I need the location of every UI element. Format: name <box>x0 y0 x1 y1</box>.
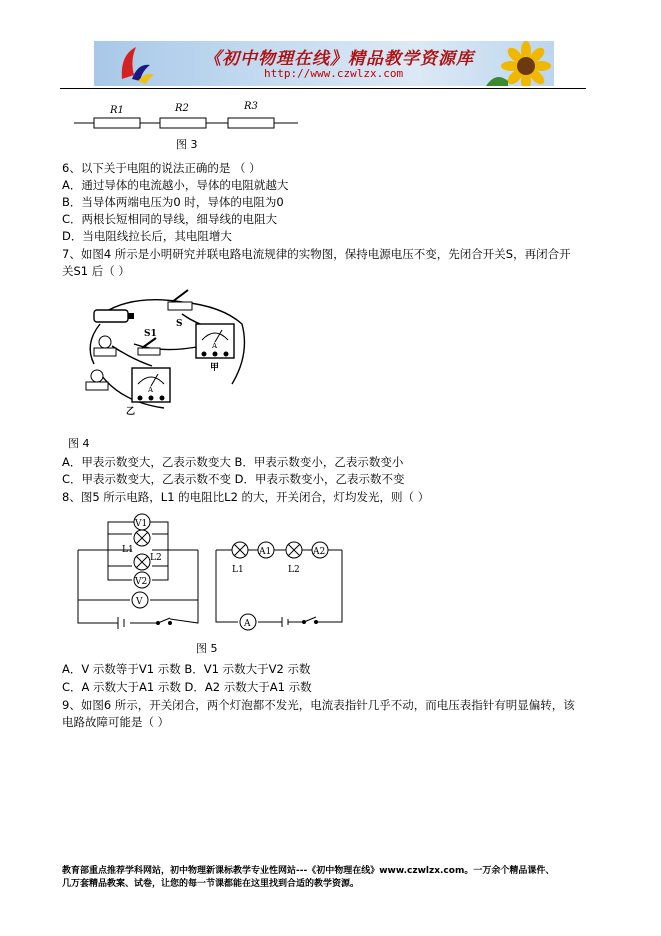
header-banner <box>94 41 554 86</box>
q6-option-a: A．通过导体的电流越小，导体的电阻就越大 <box>62 178 289 192</box>
fig5-label-a1: A1 <box>259 547 272 557</box>
header-rule <box>60 88 586 89</box>
figure-4-caption: 图 4 <box>68 437 90 450</box>
fig4-label-s: S <box>176 319 183 329</box>
fig4-label-jia: 甲 <box>210 363 220 373</box>
fig5-label-v: V <box>136 597 143 607</box>
q9-stem-line2: 电路故障可能是（ ） <box>62 715 170 729</box>
q6-option-d: D．当电阻线拉长后，其电阻增大 <box>62 229 232 243</box>
fig5-label-l2-right: L2 <box>288 565 300 575</box>
lamp-l1-right-icon <box>232 542 248 558</box>
figure-3-resistors <box>72 98 302 132</box>
q6-option-b: B．当导体两端电压为0 时，导体的电阻为0 <box>62 195 284 209</box>
figure-5-caption: 图 5 <box>196 642 218 655</box>
figure-4-circuit-photo <box>72 284 252 416</box>
resistor-label-r2: R2 <box>175 103 189 114</box>
q7-stem-line1: 7、如图4 所示是小明研究并联电路电流规律的实物图，保持电源电压不变，先闭合开关S，再闭合开 <box>62 247 571 261</box>
figure-5-circuits <box>72 508 352 634</box>
resistor-label-r3: R3 <box>244 101 258 112</box>
fig5-label-l1-left: L1 <box>122 545 134 555</box>
fig4-label-yi: 乙 <box>126 407 136 416</box>
q8-options-cd: C．A 示数大于A1 示数 D．A2 示数大于A1 示数 <box>62 680 312 694</box>
lamp-l2-icon <box>134 554 150 570</box>
logo-icon <box>116 41 156 86</box>
fig5-label-v1: V1 <box>135 519 148 529</box>
banner-url: http://www.czwlzx.com <box>264 67 404 80</box>
ammeter-yi-icon <box>132 368 170 402</box>
resistor-label-r1: R1 <box>110 105 124 116</box>
q7-options-ab: A．甲表示数变大，乙表示数变大 B．甲表示数变小，乙表示数变小 <box>62 455 404 469</box>
lamp-l2-right-icon <box>286 542 302 558</box>
fig5-label-l2-left: L2 <box>150 553 162 563</box>
fig5-label-l1-right: L1 <box>232 565 244 575</box>
fig4-label-s1: S1 <box>144 329 157 339</box>
fig4-label-a-yi: A <box>148 386 154 394</box>
ammeter-jia-icon <box>196 324 234 358</box>
q6-option-c: C．两根长短相同的导线，细导线的电阻大 <box>62 212 278 226</box>
q8-options-ab: A．V 示数等于V1 示数 B．V1 示数大于V2 示数 <box>62 662 311 676</box>
q7-options-cd: C．甲表示数变大，乙表示数不变 D．甲表示数变小，乙表示数不变 <box>62 472 405 486</box>
q6-stem: 6、以下关于电阻的说法正确的是 （ ） <box>62 161 261 175</box>
figure-3-caption: 图 3 <box>176 138 198 151</box>
banner-title: 《初中物理在线》精品教学资源库 <box>204 49 474 69</box>
fig5-label-a: A <box>244 619 251 629</box>
footer-line2: 几万套精品教案、试卷，让您的每一节课都能在这里找到合适的教学资源。 <box>62 879 360 889</box>
fig5-label-v2: V2 <box>135 577 148 587</box>
q9-stem-line1: 9、如图6 所示，开关闭合，两个灯泡都不发光，电流表指针几乎不动，而电压表指针有明显偏转，该 <box>62 698 575 712</box>
footer-line1: 教育部重点推荐学科网站，初中物理新课标教学专业性网站---《初中物理在线》www.czwlzx.com。一万余个精品课件、 <box>62 866 555 876</box>
q7-stem-line2: 关S1 后（ ） <box>62 264 130 278</box>
fig5-label-a2: A2 <box>313 547 326 557</box>
lamp-l1-icon <box>134 530 150 546</box>
fig4-label-a-jia: A <box>212 342 218 350</box>
q8-stem: 8、图5 所示电路，L1 的电阻比L2 的大，开关闭合，灯均发光，则（ ） <box>62 490 430 504</box>
sunflower-icon <box>486 41 554 86</box>
